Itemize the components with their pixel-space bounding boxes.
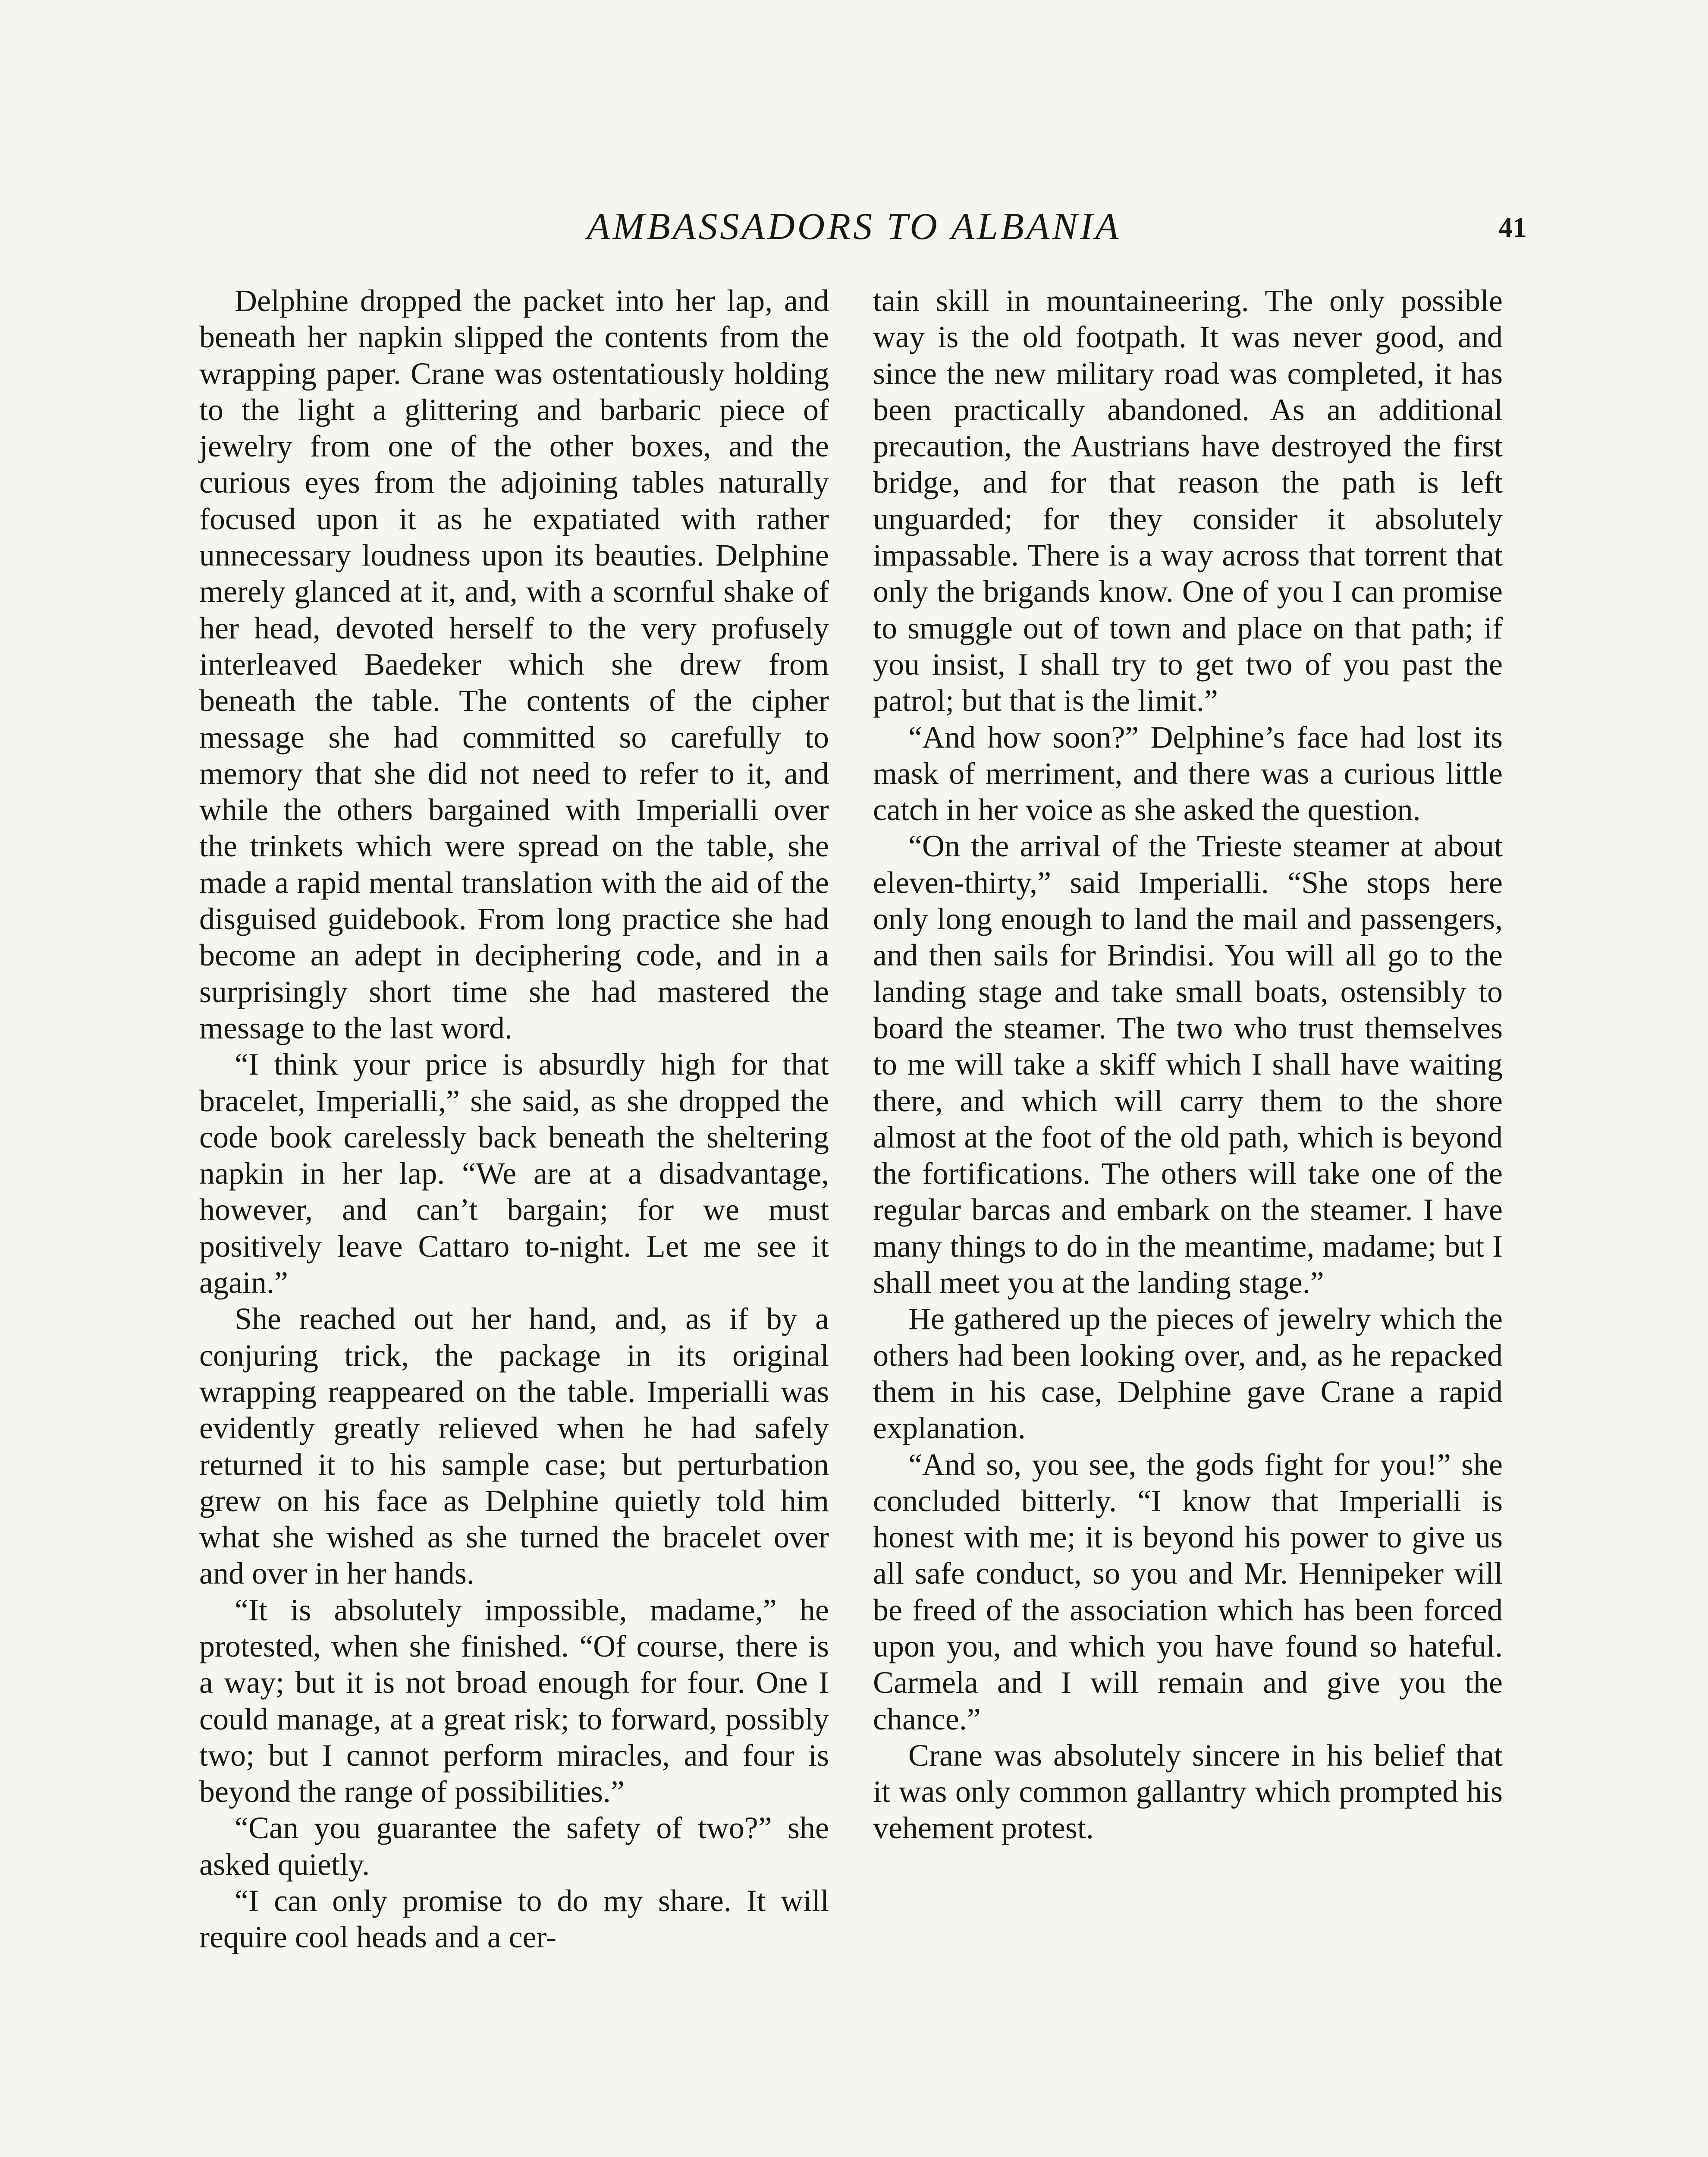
text-column-left: [199, 283, 829, 1956]
paragraph: “And so, you see, the gods fight for you!” she concluded bitterly. “I know that Imperialli is honest with me; it is beyond his power to give us all safe conduct, so you and Mr. Hennipeker will be freed of the association which has been forced upon you, and which you have found so hateful. Carmela and I will remain and give you the chance.”: [873, 1447, 1503, 1736]
paragraph: “On the arrival of the Trieste steamer at about eleven-thirty,” said Imperialli. “She stops here only long enough to land the mail and passengers, and then sails for Brindisi. You will all go to the landing stage and take small boats, ostensibly to board the steamer. The two who trust themselves to me will take a skiff which I shall have waiting there, and which will carry them to the shore almost at the foot of the old path, which is beyond the fortifications. The others will take one of the regular barcas and embark on the steamer. I have many things to do in the meantime, madame; but I shall meet you at the landing stage.”: [873, 829, 1503, 1300]
text-column-right: [873, 283, 1503, 1846]
page-number: 41: [1498, 212, 1527, 243]
running-title: AMBASSADORS TO ALBANIA: [587, 206, 1121, 248]
paragraph: Crane was absolutely sincere in his belief that it was only common gallantry which prompted his vehement protest.: [873, 1738, 1503, 1846]
paragraph: “I can only promise to do my share. It will require cool heads and a cer-: [199, 1883, 829, 1955]
paragraph: “I think your price is absurdly high for that bracelet, Imperialli,” she said, as she dropped the code book carelessly back beneath the sheltering napkin in her lap. “We are at a disadvantage, however, and can’t bargain; for we must positively leave Cattaro to-night. Let me see it again.”: [199, 1047, 829, 1300]
paragraph: She reached out her hand, and, as if by a conjuring trick, the package in its original wrapping reappeared on the table. Imperialli was evidently greatly relieved when he had safely returned it to his sample case; but perturbation grew on his face as Delphine quietly told him what she wished as she turned the bracelet over and over in her hands.: [199, 1302, 829, 1591]
paragraph: Delphine dropped the packet into her lap, and beneath her napkin slipped the contents from the wrapping paper. Crane was ostentatiously holding to the light a glittering and barbaric piece of jewelry from one of the other boxes, and the curious eyes from the adjoining tables naturally focused upon it as he expatiated with rather unnecessary loudness upon its beauties. Delphine merely glanced at it, and, with a scornful shake of her head, devoted herself to the very profusely interleaved Baedeker which she drew from beneath the table. The contents of the cipher message she had committed so carefully to memory that she did not need to refer to it, and while the others bargained with Imperialli over the trinkets which were spread on the table, she made a rapid mental translation with the aid of the disguised guidebook. From long practice she had become an adept in deciphering code, and in a surprisingly short time she had mastered the message to the last word.: [199, 283, 829, 1045]
paragraph: He gathered up the pieces of jewelry which the others had been looking over, and, as he repacked them in his case, Delphine gave Crane a rapid explanation.: [873, 1302, 1503, 1446]
paragraph-continued: tain skill in mountaineering. The only possible way is the old footpath. It was never good, and since the new military road was completed, it has been practically abandoned. As an additional precaution, the Austrians have destroyed the first bridge, and for that reason the path is left unguarded; for they consider it absolutely impassable. There is a way across that torrent that only the brigands know. One of you I can promise to smuggle out of town and place on that path; if you insist, I shall try to get two of you past the patrol; but that is the limit.”: [873, 283, 1503, 718]
paragraph: “And how soon?” Delphine’s face had lost its mask of merriment, and there was a curious little catch in her voice as she asked the question.: [873, 720, 1503, 827]
paragraph: “It is absolutely impossible, madame,” he protested, when she finished. “Of course, there is a way; but it is not broad enough for four. One I could manage, at a great risk; to forward, possibly two; but I cannot perform miracles, and four is beyond the range of possibilities.”: [199, 1592, 829, 1809]
paragraph: “Can you guarantee the safety of two?” she asked quietly.: [199, 1811, 829, 1882]
